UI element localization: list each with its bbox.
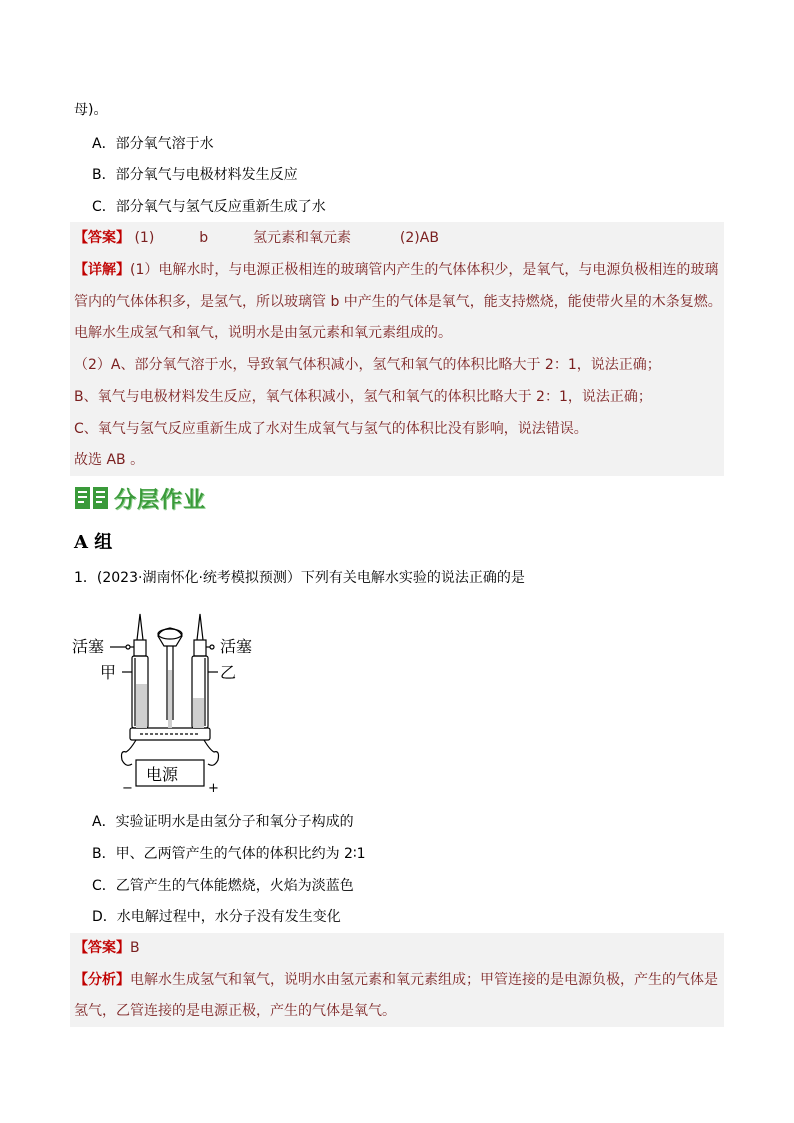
detail-line-6: C、氧气与氢气反应重新生成了水对生成氧气与氢气的体积比没有影响，说法错误。 bbox=[74, 421, 588, 437]
power-source-label: 电源 bbox=[146, 765, 179, 784]
option-b: B．部分氧气与电极材料发生反应 bbox=[92, 167, 298, 183]
left-tube-label: 甲 bbox=[100, 663, 117, 682]
answer-tag: 【答案】 bbox=[74, 230, 130, 246]
question-1-stem: 1．(2023·湖南怀化·统考模拟预测）下列有关电解水实验的说法正确的是 bbox=[74, 570, 525, 586]
section-banner bbox=[74, 484, 206, 512]
analysis-line-1: 【分析】电解水生成氢气和氧气，说明水由氢元素和氧元素组成；甲管连接的是电源负极，产生的气体是 bbox=[74, 972, 718, 988]
answer-2-line bbox=[74, 938, 140, 958]
answer-2-tag: 【答案】 bbox=[74, 940, 130, 956]
answer-analysis-block bbox=[70, 933, 724, 1027]
q1-option-c: C．乙管产生的气体能燃烧，火焰为淡蓝色 bbox=[92, 878, 354, 894]
negative-terminal-label: − bbox=[122, 781, 133, 795]
detail-line-5: B、氧气与电极材料发生反应，氧气体积减小，氢气和氧气的体积比略大于 2：1，说法正确； bbox=[74, 389, 652, 405]
q1-option-d: D．水电解过程中，水分子没有发生变化 bbox=[92, 909, 341, 925]
detail-line-1: 【详解】(1）电解水时，与电源正极相连的玻璃管内产生的气体体积少，是氧气，与电源负极相连的玻璃 bbox=[74, 262, 719, 278]
answer-part-1: (1) bbox=[134, 230, 155, 246]
answer-2-value: B bbox=[130, 940, 140, 956]
detail-line-4: （2）A、部分氧气溶于水，导致氧气体积减小，氢气和氧气的体积比略大于 2：1，说法正确； bbox=[74, 357, 661, 373]
detail-tag: 【详解】 bbox=[74, 262, 130, 278]
question-continuation: 母)。 bbox=[74, 102, 108, 118]
left-stopcock-label: 活塞 bbox=[72, 637, 105, 656]
analysis-line-2: 氢气，乙管连接的是电源正极，产生的气体是氧气。 bbox=[74, 1003, 396, 1019]
answer-part-3: 氢元素和氧元素 bbox=[253, 230, 351, 246]
answer-part-4: (2)AB bbox=[399, 230, 439, 246]
detail-line-3: 电解水生成氢气和氧气，说明水是由氢元素和氧元素组成的。 bbox=[74, 325, 452, 341]
analysis-tag: 【分析】 bbox=[74, 972, 130, 988]
right-tube-label: 乙 bbox=[220, 663, 237, 682]
answer-line bbox=[74, 228, 439, 248]
right-stopcock-label: 活塞 bbox=[220, 637, 253, 656]
homework-icon bbox=[74, 485, 110, 511]
detail-line-7: 故选 AB 。 bbox=[74, 452, 145, 468]
positive-terminal-label: + bbox=[208, 781, 219, 795]
answer-detail-block bbox=[70, 222, 724, 476]
q1-option-a: A．实验证明水是由氢分子和氧分子构成的 bbox=[92, 814, 354, 830]
group-title: A 组 bbox=[74, 532, 113, 553]
q1-option-b: B．甲、乙两管产生的气体的体积比约为 2∶1 bbox=[92, 846, 366, 862]
option-a: A．部分氧气溶于水 bbox=[92, 136, 214, 152]
electrolysis-apparatus-diagram bbox=[70, 600, 270, 795]
option-c: C．部分氧气与氢气反应重新生成了水 bbox=[92, 199, 326, 215]
answer-part-2: b bbox=[199, 230, 209, 246]
section-title: 分层作业 bbox=[114, 487, 207, 513]
detail-line-2: 管内的气体体积多，是氢气，所以玻璃管 b 中产生的气体是氧气，能支持燃烧，能使带火星的木条复燃。 bbox=[74, 294, 722, 310]
